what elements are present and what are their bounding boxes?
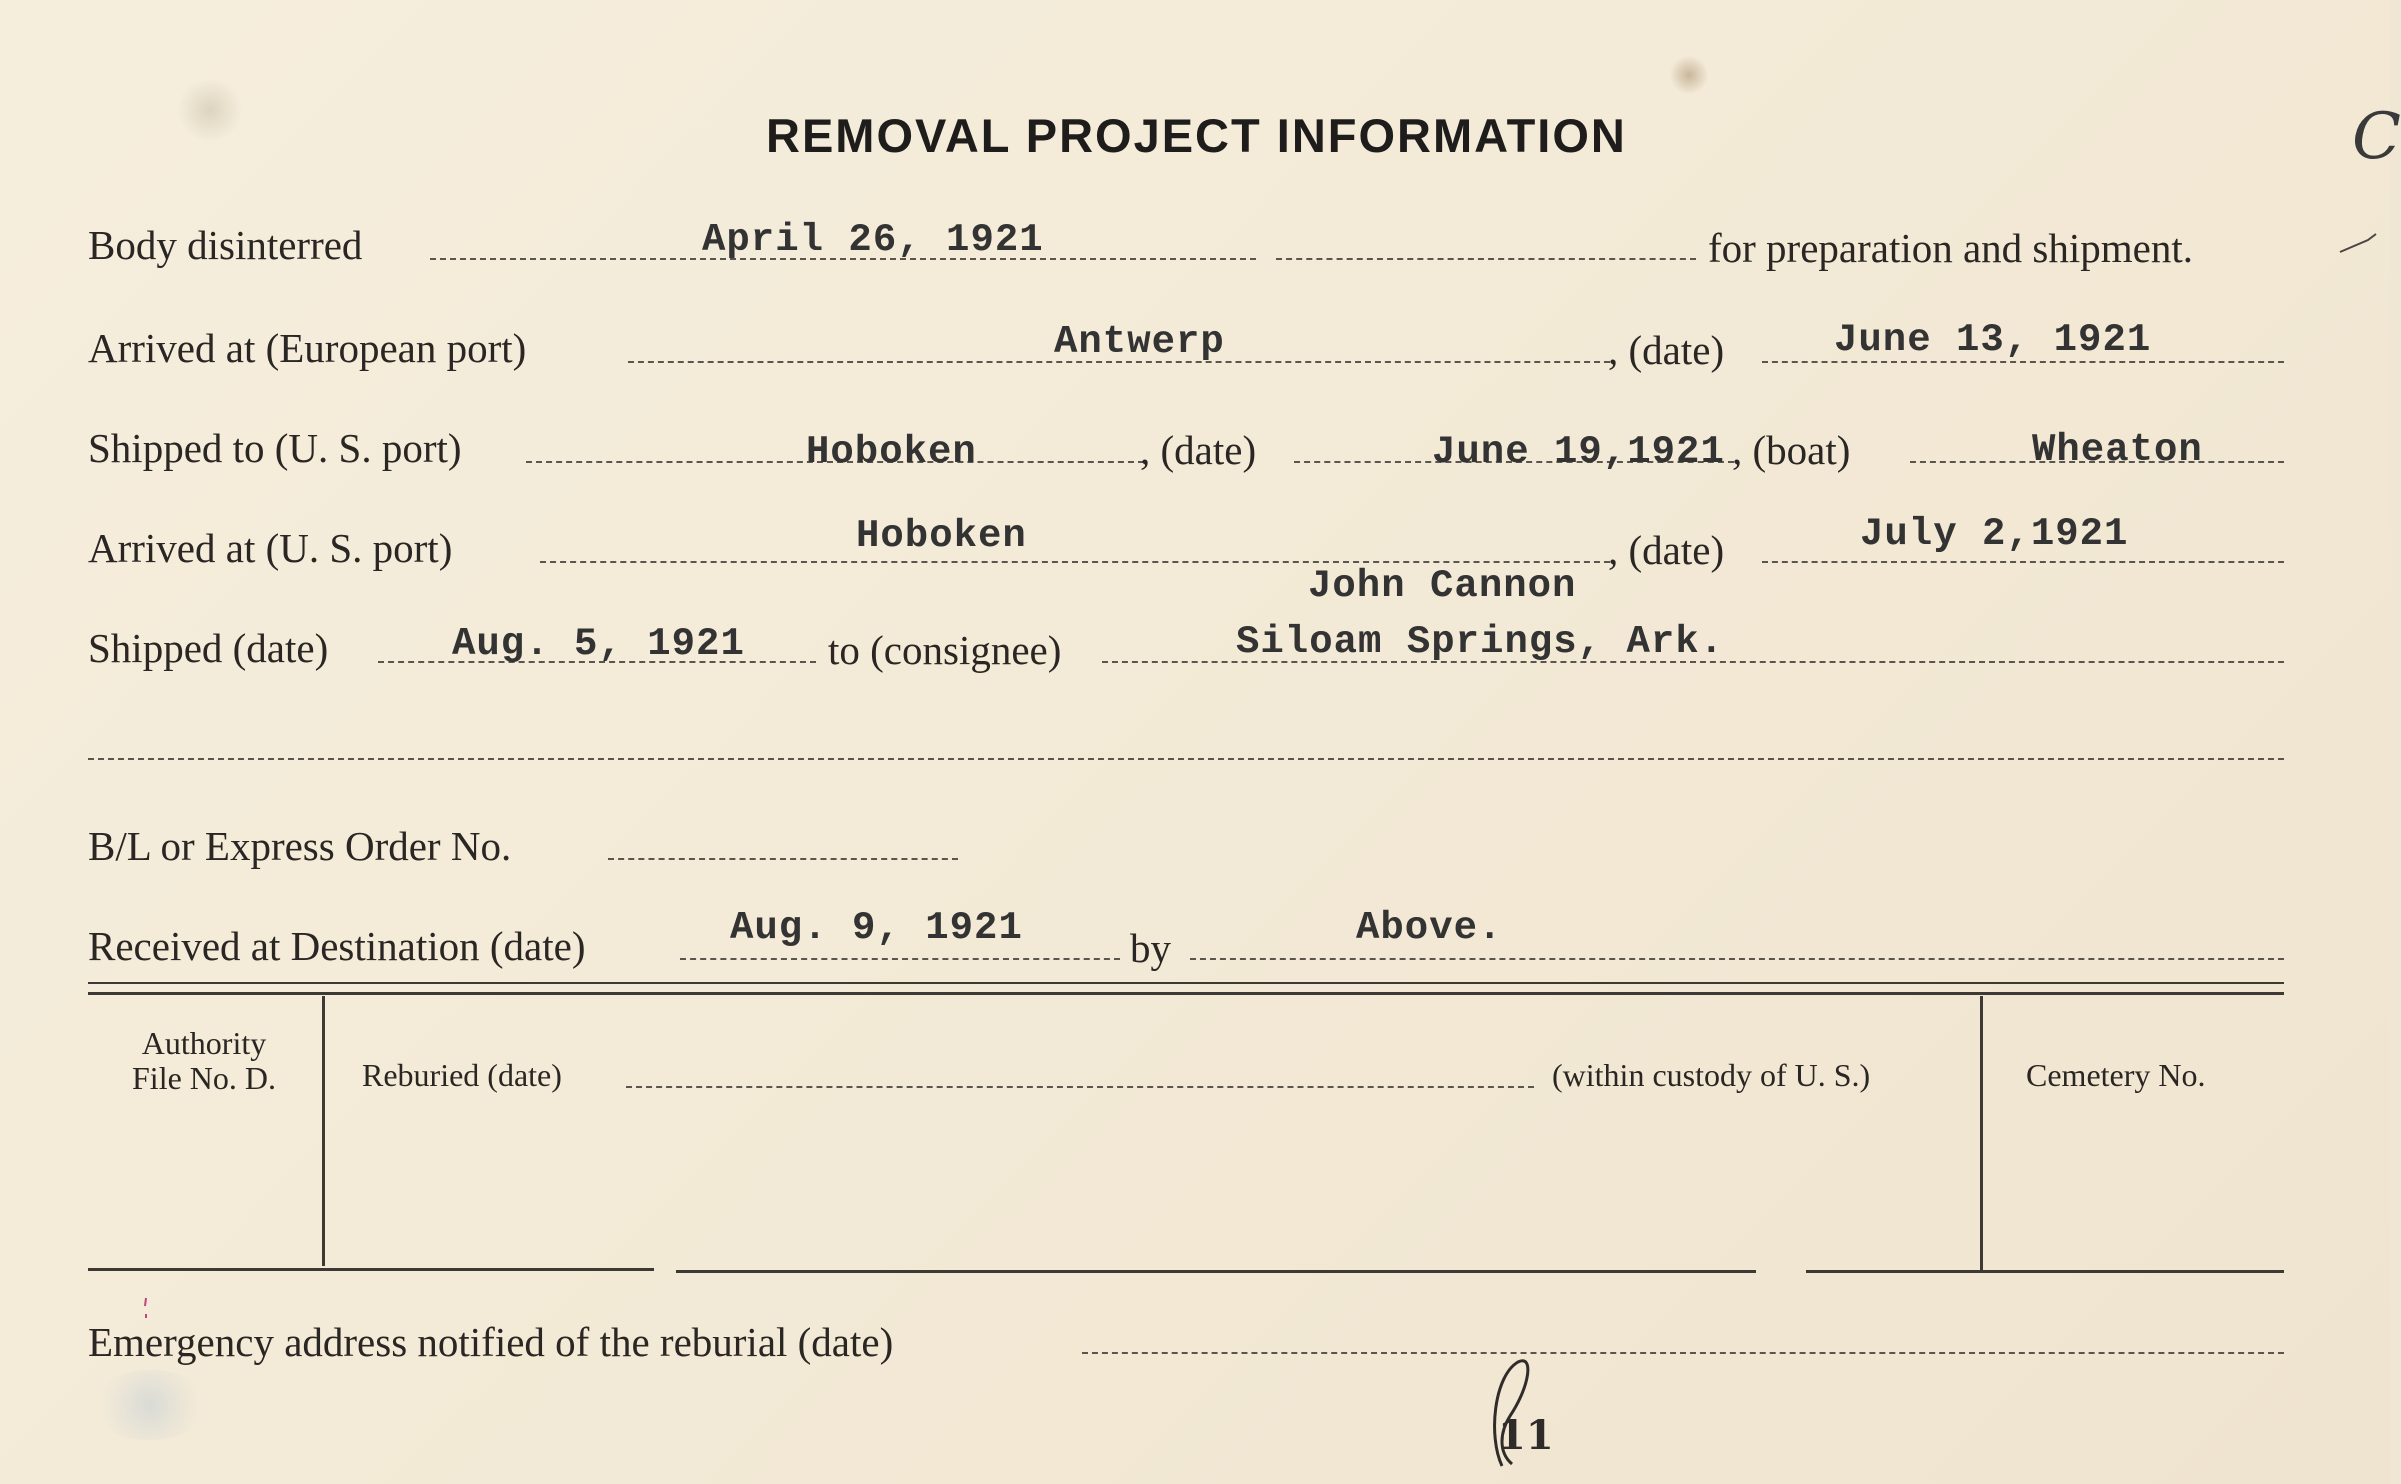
- emergency-label: Emergency address notified of the reburial (date): [88, 1319, 894, 1365]
- received-by-value: Above.: [1356, 906, 1503, 950]
- arrived-us-label: Arrived at (U. S. port): [88, 525, 453, 571]
- corner-handwritten-mark: C: [2352, 100, 2401, 174]
- arrived-european-date: June 13, 1921: [1834, 318, 2152, 362]
- card-title: REMOVAL PROJECT INFORMATION: [766, 109, 1627, 162]
- received-by-line: [1190, 958, 2284, 960]
- arrived-european-label: Arrived at (European port): [88, 325, 527, 371]
- received-date: Aug. 9, 1921: [730, 906, 1023, 950]
- table-top-rule-2: [88, 992, 2284, 995]
- table-divider-left: [322, 996, 325, 1266]
- received-date-line: [680, 958, 1120, 960]
- arrived-us-value: Hoboken: [856, 514, 1027, 558]
- paper-stain: [175, 80, 245, 140]
- paper-stain: [90, 1370, 210, 1440]
- arrived-us-date-label: , (date): [1608, 527, 1725, 573]
- table-bottom-rule: [88, 1268, 654, 1271]
- shipped-us-date-label: , (date): [1140, 427, 1257, 473]
- received-by-label: by: [1130, 925, 1171, 971]
- shipped-us-boat: Wheaton: [2032, 428, 2203, 472]
- consignee-name: John Cannon: [1308, 564, 1577, 608]
- shipped-date-value: Aug. 5, 1921: [452, 622, 745, 666]
- arrived-european-date-label: , (date): [1608, 327, 1725, 373]
- arrived-us-line: [540, 561, 1610, 563]
- table-bottom-rule-2: [676, 1270, 1756, 1273]
- continuation-line: [88, 758, 2284, 760]
- body-disinterred-value: April 26, 1921: [702, 218, 1044, 262]
- arrived-us-date: July 2,1921: [1860, 512, 2129, 556]
- shipped-us-date: June 19,1921: [1432, 430, 1725, 474]
- margin-tick-mark: [2338, 232, 2378, 256]
- bottom-handwritten-loop: [1484, 1356, 1544, 1476]
- custody-label: (within custody of U. S.): [1552, 1057, 1871, 1093]
- shipped-us-boat-label: , (boat): [1732, 427, 1851, 473]
- bottom-handwritten-mark: 11: [1498, 1412, 1554, 1459]
- red-ink-mark: [140, 1296, 152, 1322]
- received-label: Received at Destination (date): [88, 923, 586, 969]
- emergency-line: [1082, 1352, 2284, 1354]
- reburied-label: Reburied (date): [362, 1057, 562, 1093]
- bl-line: [608, 858, 958, 860]
- consignee-place: Siloam Springs, Ark.: [1236, 620, 1725, 664]
- arrived-european-value: Antwerp: [1054, 320, 1225, 364]
- shipped-us-value: Hoboken: [806, 430, 977, 474]
- cemetery-label: Cemetery No.: [2026, 1057, 2206, 1093]
- authority-label: [88, 1026, 320, 1095]
- table-divider-right: [1980, 996, 1983, 1270]
- reburied-line: [626, 1086, 1534, 1088]
- body-disinterred-label: Body disinterred: [88, 222, 363, 268]
- consignee-label: to (consignee): [828, 627, 1062, 673]
- body-disinterred-suffix: for preparation and shipment.: [1708, 225, 2194, 271]
- authority-line-2: File No. D.: [132, 1059, 276, 1096]
- table-bottom-rule-3: [1806, 1270, 2284, 1273]
- bl-label: B/L or Express Order No.: [88, 823, 512, 869]
- shipped-date-label: Shipped (date): [88, 625, 329, 671]
- paper-stain: [1670, 55, 1708, 95]
- shipped-us-label: Shipped to (U. S. port): [88, 425, 462, 471]
- body-disinterred-line-2: [1276, 258, 1696, 260]
- table-top-rule: [88, 982, 2284, 984]
- arrived-us-date-line: [1762, 561, 2284, 563]
- authority-line-1: Authority: [141, 1025, 267, 1061]
